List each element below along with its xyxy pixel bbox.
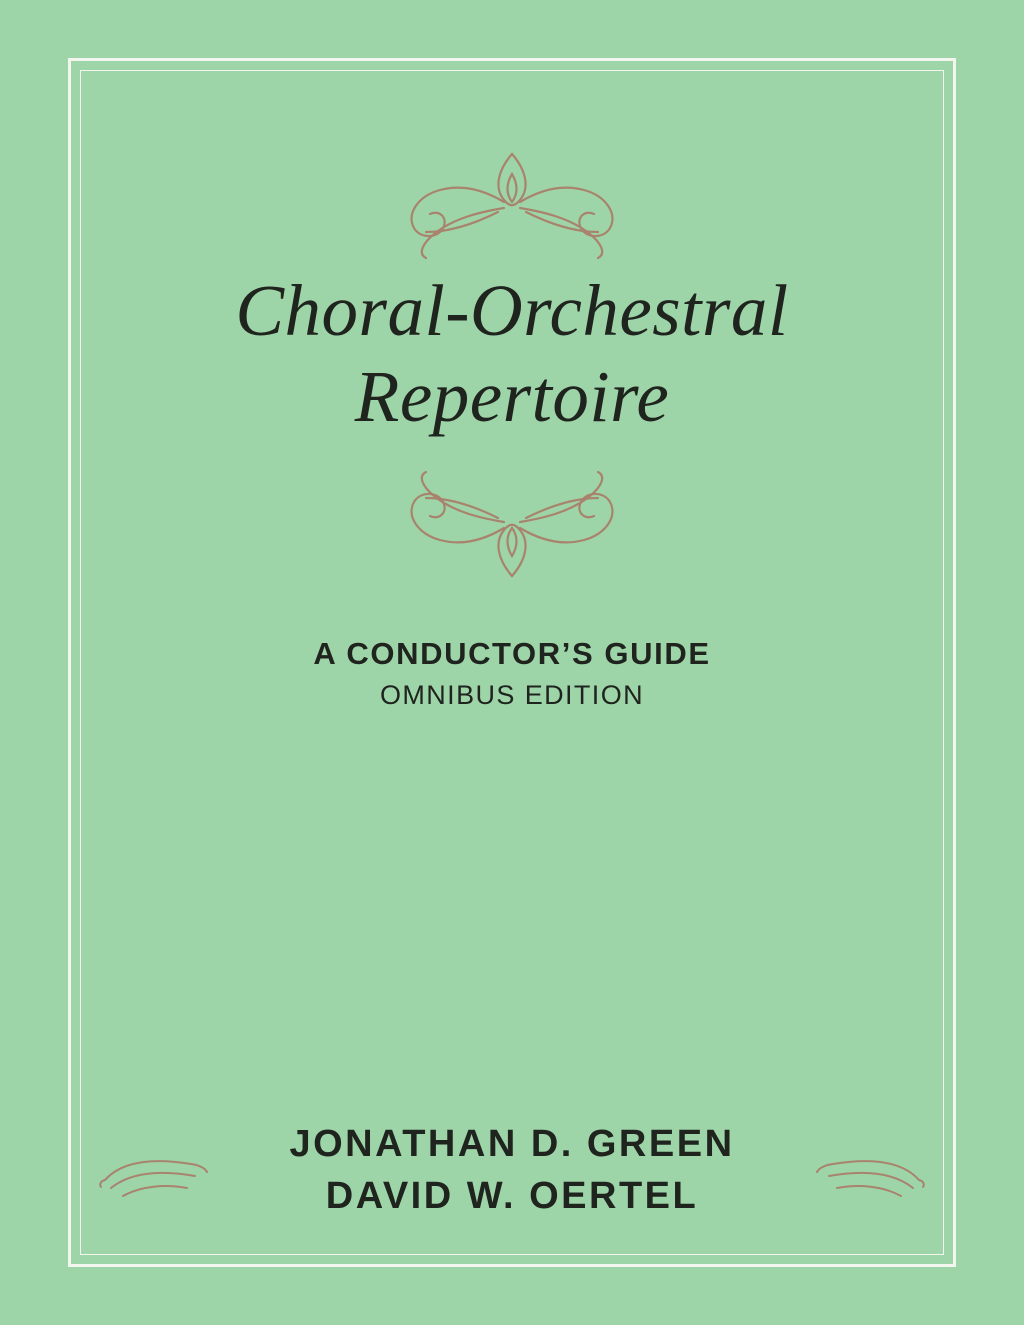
subtitle-main: A CONDUCTOR’S GUIDE	[313, 636, 711, 671]
title-line-1: Choral-Orchestral	[235, 270, 789, 351]
authors-block	[100, 1118, 924, 1223]
page-title	[100, 268, 924, 440]
flourish-bottom-ornament-icon	[100, 460, 924, 590]
author-name: DAVID W. OERTEL	[325, 1175, 699, 1218]
subtitle-edition: OMNIBUS EDITION	[379, 680, 644, 710]
cover-content	[100, 0, 924, 1325]
wave-ornament-right-icon	[809, 1150, 929, 1206]
subtitle-block	[100, 636, 924, 711]
wave-ornament-left-icon	[95, 1150, 215, 1206]
flourish-top-ornament-icon	[100, 140, 924, 270]
title-line-2: Repertoire	[354, 356, 670, 438]
author-name: JONATHAN D. GREEN	[289, 1123, 735, 1165]
